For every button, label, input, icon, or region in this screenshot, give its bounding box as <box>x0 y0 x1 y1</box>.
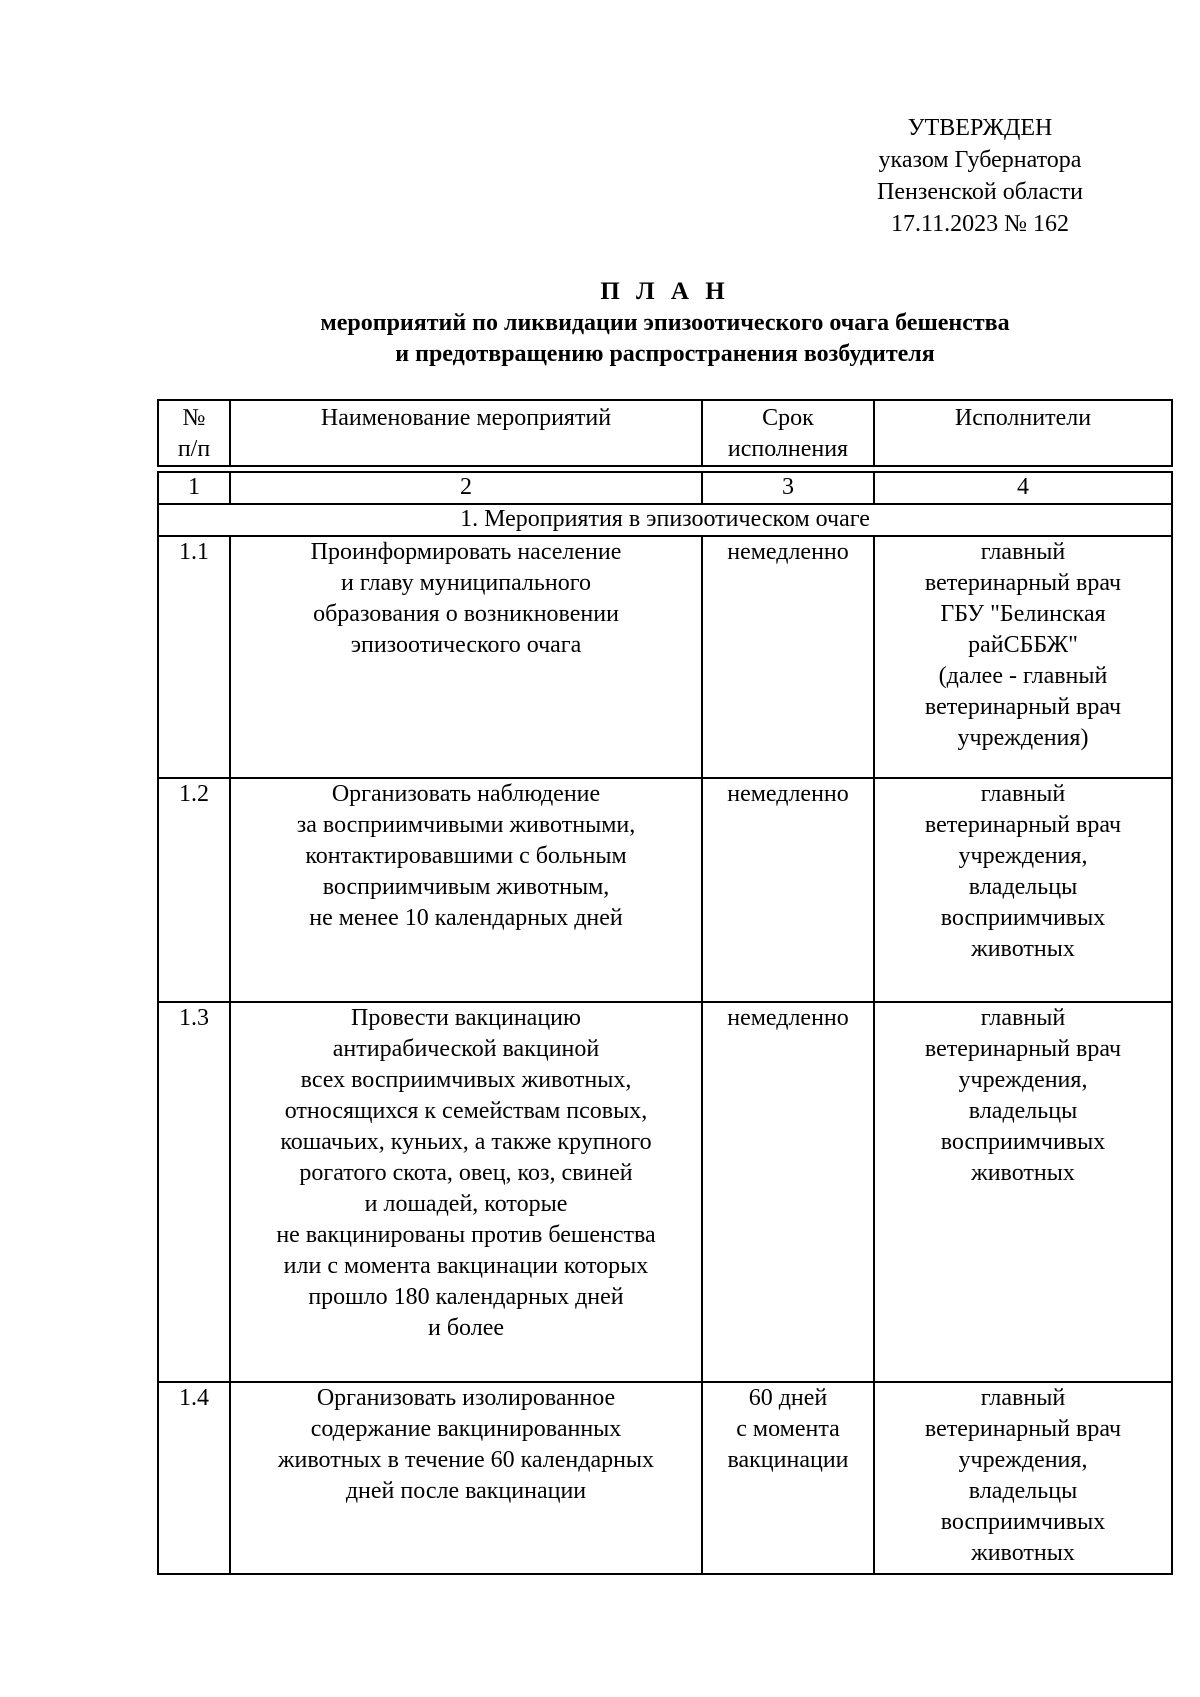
row-num: 1.1 <box>158 536 230 778</box>
row-num: 1.4 <box>158 1382 230 1574</box>
row-name: Проинформировать население и главу муниципального образования о возникновении эпизоотического очага <box>230 536 702 778</box>
row-term: немедленно <box>702 536 874 778</box>
approval-line-decree: указом Губернатора <box>878 147 1082 173</box>
row-name: Провести вакцинацию антирабической вакциной всех восприимчивых животных, относящихся к семействам псовых, кошачьих, куньих, а также крупного рогатого скота, овец, коз, свиней и лошадей, которые не вакцинированы против бешенства или с момента вакцинации которых прошло 180 календарных дней и более <box>230 1002 702 1382</box>
row-term: 60 дней с момента вакцинации <box>702 1382 874 1574</box>
column-number: 1 <box>158 472 230 504</box>
row-num: 1.2 <box>158 778 230 1002</box>
row-executors: главный ветеринарный врач учреждения, владельцы восприимчивых животных <box>874 778 1172 1002</box>
row-term: немедленно <box>702 1002 874 1382</box>
row-term: немедленно <box>702 778 874 1002</box>
plan-subtitle-line-1: мероприятий по ликвидации эпизоотического очага бешенства <box>320 310 1010 336</box>
approval-line-approved: УТВЕРЖДЕН <box>907 115 1053 141</box>
row-name: Организовать наблюдение за восприимчивыми животными, контактировавшими с больным восприимчивым животным, не менее 10 календарных дней <box>230 778 702 1002</box>
row-name: Организовать изолированное содержание вакцинированных животных в течение 60 календарных дней после вакцинации <box>230 1382 702 1574</box>
approval-stamp <box>840 112 1120 240</box>
row-executors: главный ветеринарный врач учреждения, владельцы восприимчивых животных <box>874 1382 1172 1574</box>
column-number: 3 <box>702 472 874 504</box>
header-num: № п/п <box>158 400 230 466</box>
table-row <box>158 778 1172 1002</box>
header-name: Наименование мероприятий <box>230 400 702 466</box>
row-executors: главный ветеринарный врач ГБУ "Белинская райСББЖ" (далее - главный ветеринарный врач учреждения) <box>874 536 1172 778</box>
table-row <box>158 1382 1172 1574</box>
plan-heading <box>160 276 1170 370</box>
section-title: 1. Мероприятия в эпизоотическом очаге <box>158 504 1172 536</box>
section-row <box>158 504 1172 536</box>
table-header-row <box>158 400 1172 466</box>
table-row <box>158 1002 1172 1382</box>
approval-line-date-number: 17.11.2023 № 162 <box>890 211 1069 237</box>
approval-line-region: Пензенской области <box>877 179 1083 205</box>
plan-title: П Л А Н <box>600 278 730 305</box>
column-numbers-row <box>158 472 1172 504</box>
header-term: Срок исполнения <box>702 400 874 466</box>
header-executors: Исполнители <box>874 400 1172 466</box>
measures-table <box>157 399 1173 1575</box>
column-number: 4 <box>874 472 1172 504</box>
column-number: 2 <box>230 472 702 504</box>
row-executors: главный ветеринарный врач учреждения, владельцы восприимчивых животных <box>874 1002 1172 1382</box>
row-num: 1.3 <box>158 1002 230 1382</box>
table-row <box>158 536 1172 778</box>
plan-subtitle-line-2: и предотвращению распространения возбудителя <box>395 341 935 367</box>
